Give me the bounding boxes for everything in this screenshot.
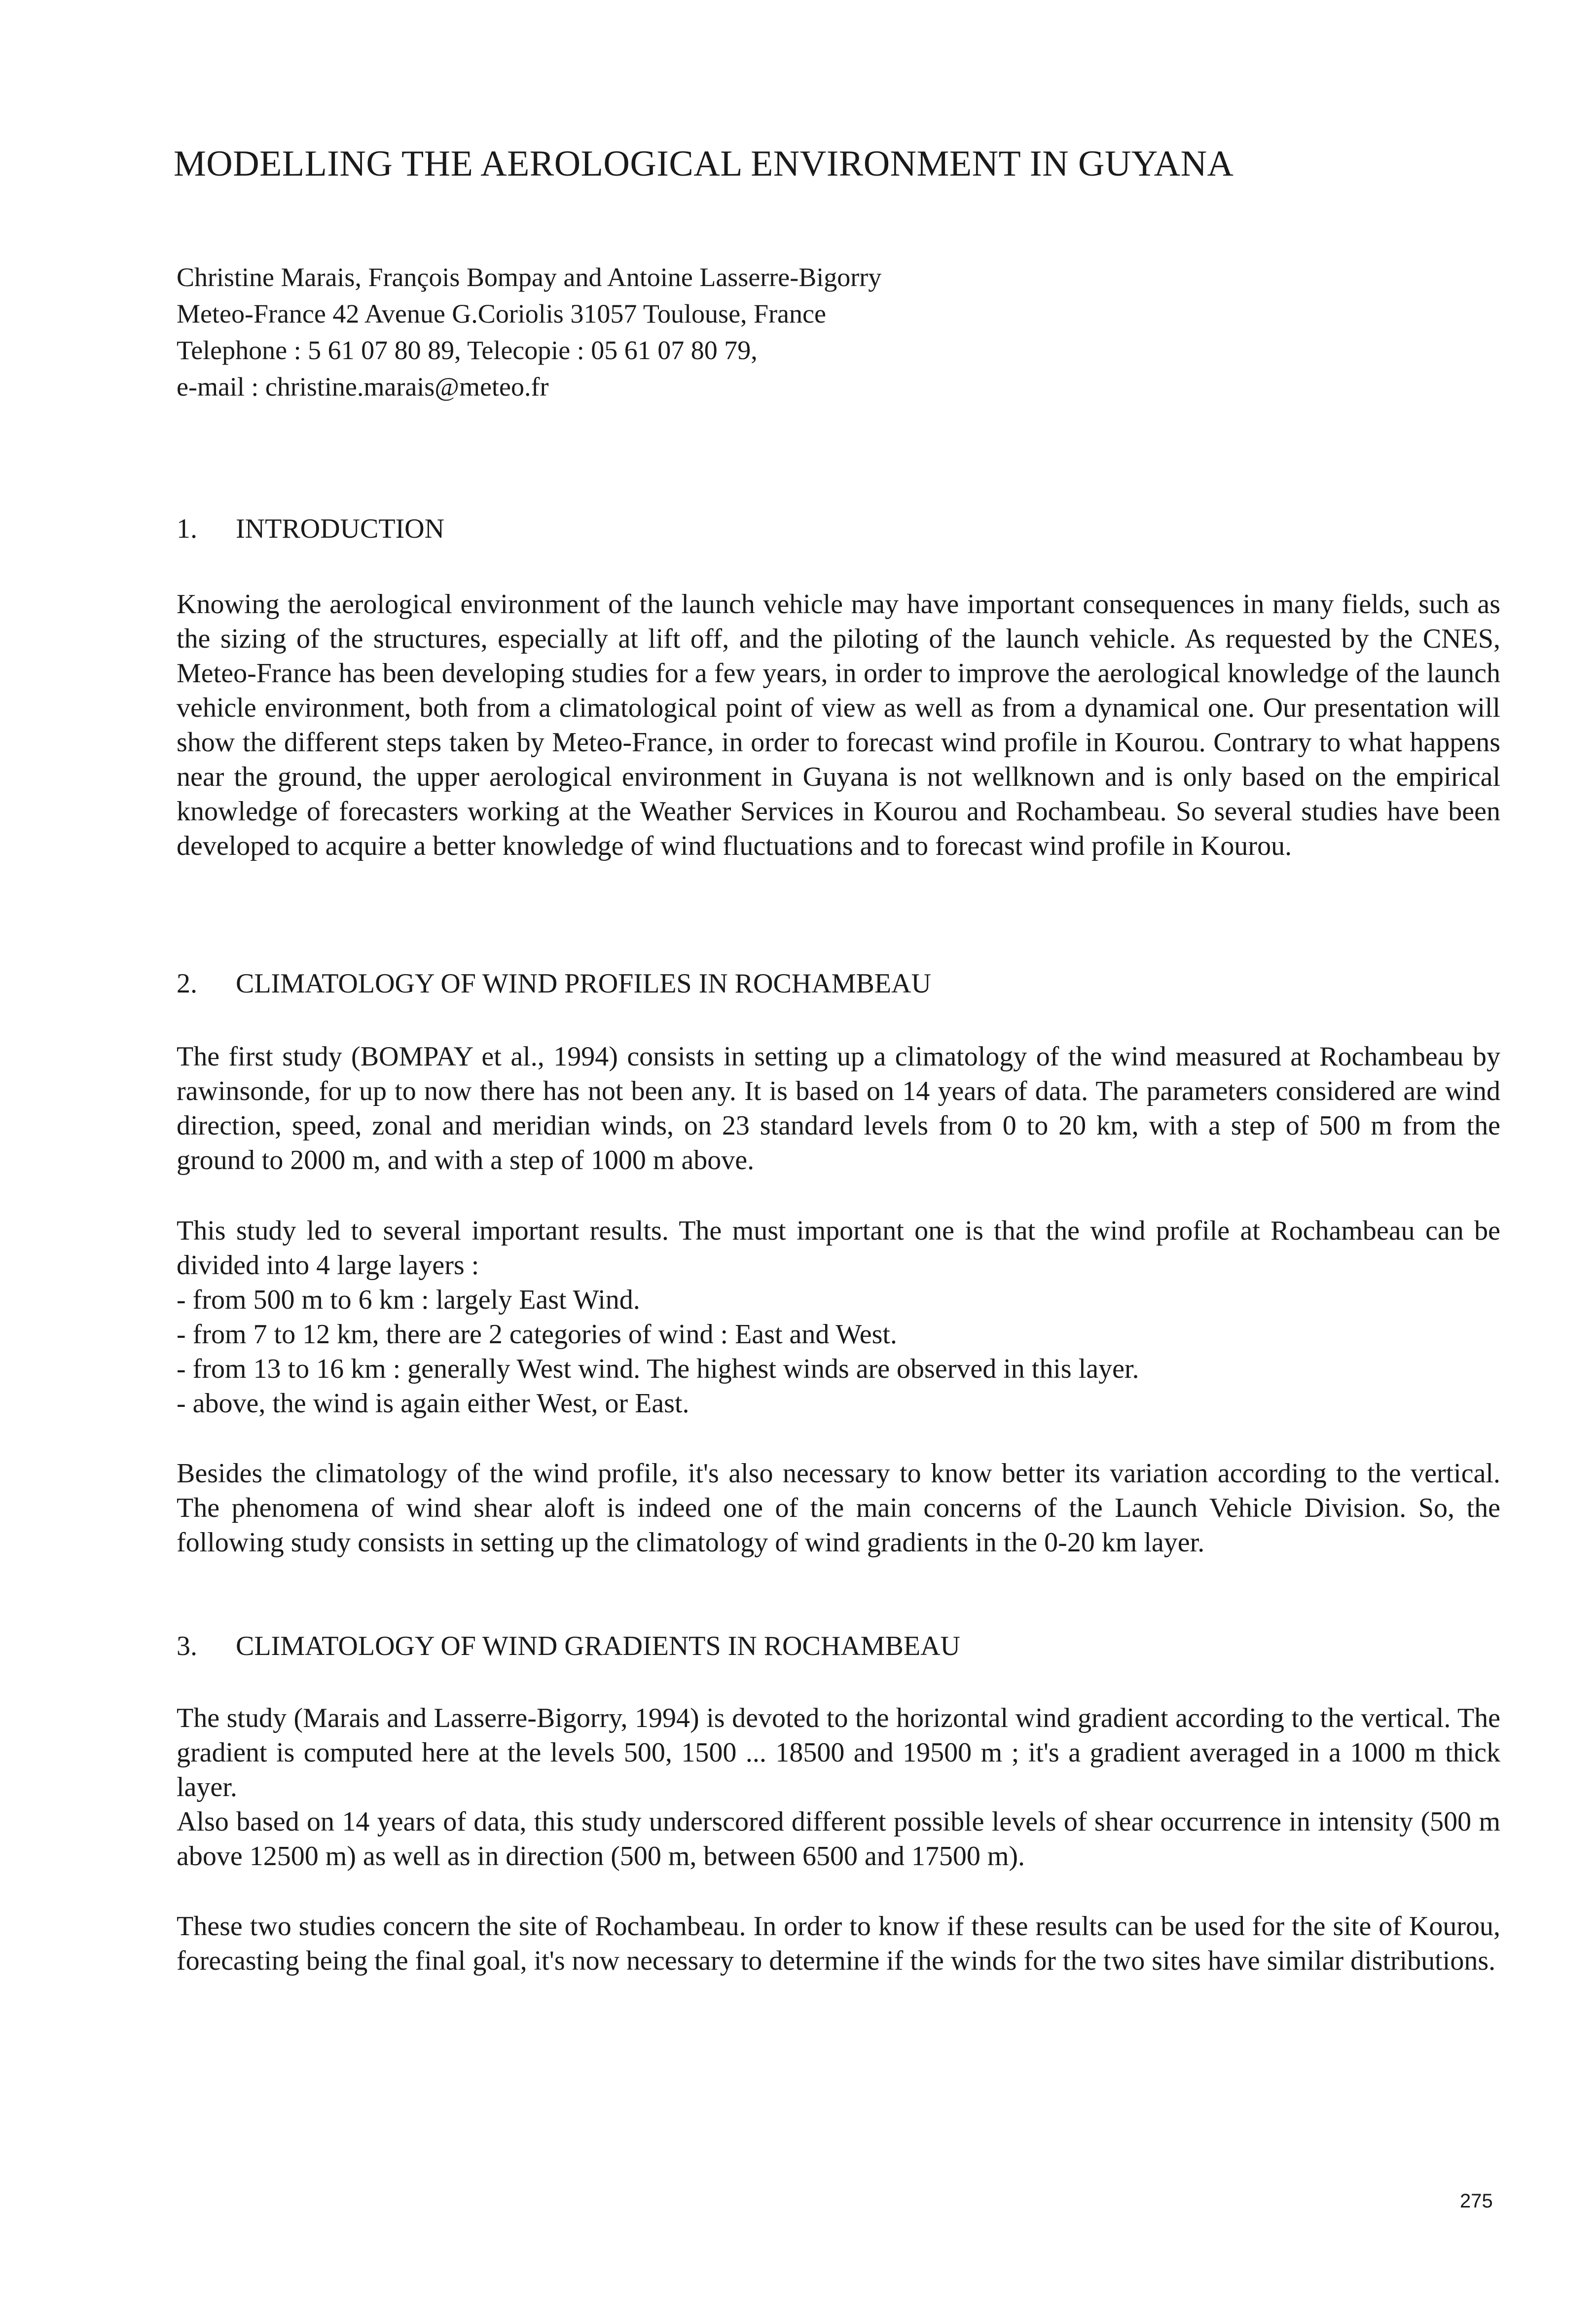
wind-layer-list xyxy=(177,1283,1500,1421)
section-number: 2. xyxy=(177,968,197,999)
author-email: e-mail : christine.marais@meteo.fr xyxy=(177,372,549,402)
author-phone: Telephone : 5 61 07 80 89, Telecopie : 05 61 07 80 79, xyxy=(177,335,758,365)
section-number: 1. xyxy=(177,514,197,544)
section-title: CLIMATOLOGY OF WIND PROFILES IN ROCHAMBEAU xyxy=(236,968,931,999)
page-number: 275 xyxy=(1460,2190,1493,2212)
wind-gradients-paragraph-1: The study (Marais and Lasserre-Bigorry, 1994) is devoted to the horizontal wind gradient according to the vertical. The gradient is computed here at the levels 500, 1500 ... 18500 and 19500 m ; it's a gradient averaged in a 1000 m thick layer. xyxy=(177,1703,1500,1802)
author-block xyxy=(177,259,881,405)
list-item: - from 13 to 16 km : generally West wind. The highest winds are observed in this layer. xyxy=(177,1354,1139,1384)
wind-gradients-paragraph-2: Also based on 14 years of data, this study underscored different possible levels of shear occurrence in intensity (500 m above 12500 m) as well as in direction (500 m, between 6500 and 17500 m). xyxy=(177,1806,1500,1872)
list-item: - from 500 m to 6 km : largely East Wind. xyxy=(177,1285,640,1315)
author-address: Meteo-France 42 Avenue G.Coriolis 31057 Toulouse, France xyxy=(177,299,826,329)
paper-title: MODELLING THE AEROLOGICAL ENVIRONMENT IN GUYANA xyxy=(174,144,1234,184)
wind-profiles-paragraph-3: Besides the climatology of the wind profile, it's also necessary to know better its variation according to the vertical. The phenomena of wind shear aloft is indeed one of the main concerns of the Launch Vehicle Division. So, the following study consists in setting up the climatology of wind gradients in the 0-20 km layer. xyxy=(177,1458,1500,1558)
wind-gradients-paragraph-3: These two studies concern the site of Rochambeau. In order to know if these results can be used for the site of Kourou, forecasting being the final goal, it's now necessary to determine if the winds for the two sites have similar distributions. xyxy=(177,1911,1500,1976)
author-names: Christine Marais, François Bompay and Antoine Lasserre-Bigorry xyxy=(177,262,882,292)
section-number: 3. xyxy=(177,1631,197,1661)
section-heading-wind-gradients xyxy=(177,1630,960,1662)
section-title: CLIMATOLOGY OF WIND GRADIENTS IN ROCHAMBEAU xyxy=(236,1631,960,1661)
wind-profiles-paragraph-1: The first study (BOMPAY et al., 1994) consists in setting up a climatology of the wind measured at Rochambeau by rawinsonde, for up to now there has not been any. It is based on 14 years of data. The parameters considered are wind direction, speed, zonal and meridian winds, on 23 standard levels from 0 to 20 km, with a step of 500 m from the ground to 2000 m, and with a step of 1000 m above. xyxy=(177,1041,1500,1176)
section-title: INTRODUCTION xyxy=(236,514,445,544)
intro-paragraph: Knowing the aerological environment of the launch vehicle may have important consequences in many fields, such as the sizing of the structures, especially at lift off, and the piloting of the launch vehicle. As requested by the CNES, Meteo-France has been developing studies for a few years, in order to improve the aerological knowledge of the launch vehicle environment, both from a climatological point of view as well as from a dynamical one. Our presentation will show the different steps taken by Meteo-France, in order to forecast wind profile in Kourou. Contrary to what happens near the ground, the upper aerological environment in Guyana is not wellknown and is only based on the empirical knowledge of forecasters working at the Weather Services in Kourou and Rochambeau. So several studies have been developed to acquire a better knowledge of wind fluctuations and to forecast wind profile in Kourou. xyxy=(177,589,1500,861)
section-heading-wind-profiles xyxy=(177,968,931,999)
list-item: - above, the wind is again either West, or East. xyxy=(177,1388,689,1419)
section-heading-introduction xyxy=(177,513,444,545)
wind-profiles-paragraph-2: This study led to several important results. The must important one is that the wind profile at Rochambeau can be divided into 4 large layers : xyxy=(177,1215,1500,1281)
list-item: - from 7 to 12 km, there are 2 categories of wind : East and West. xyxy=(177,1319,897,1350)
